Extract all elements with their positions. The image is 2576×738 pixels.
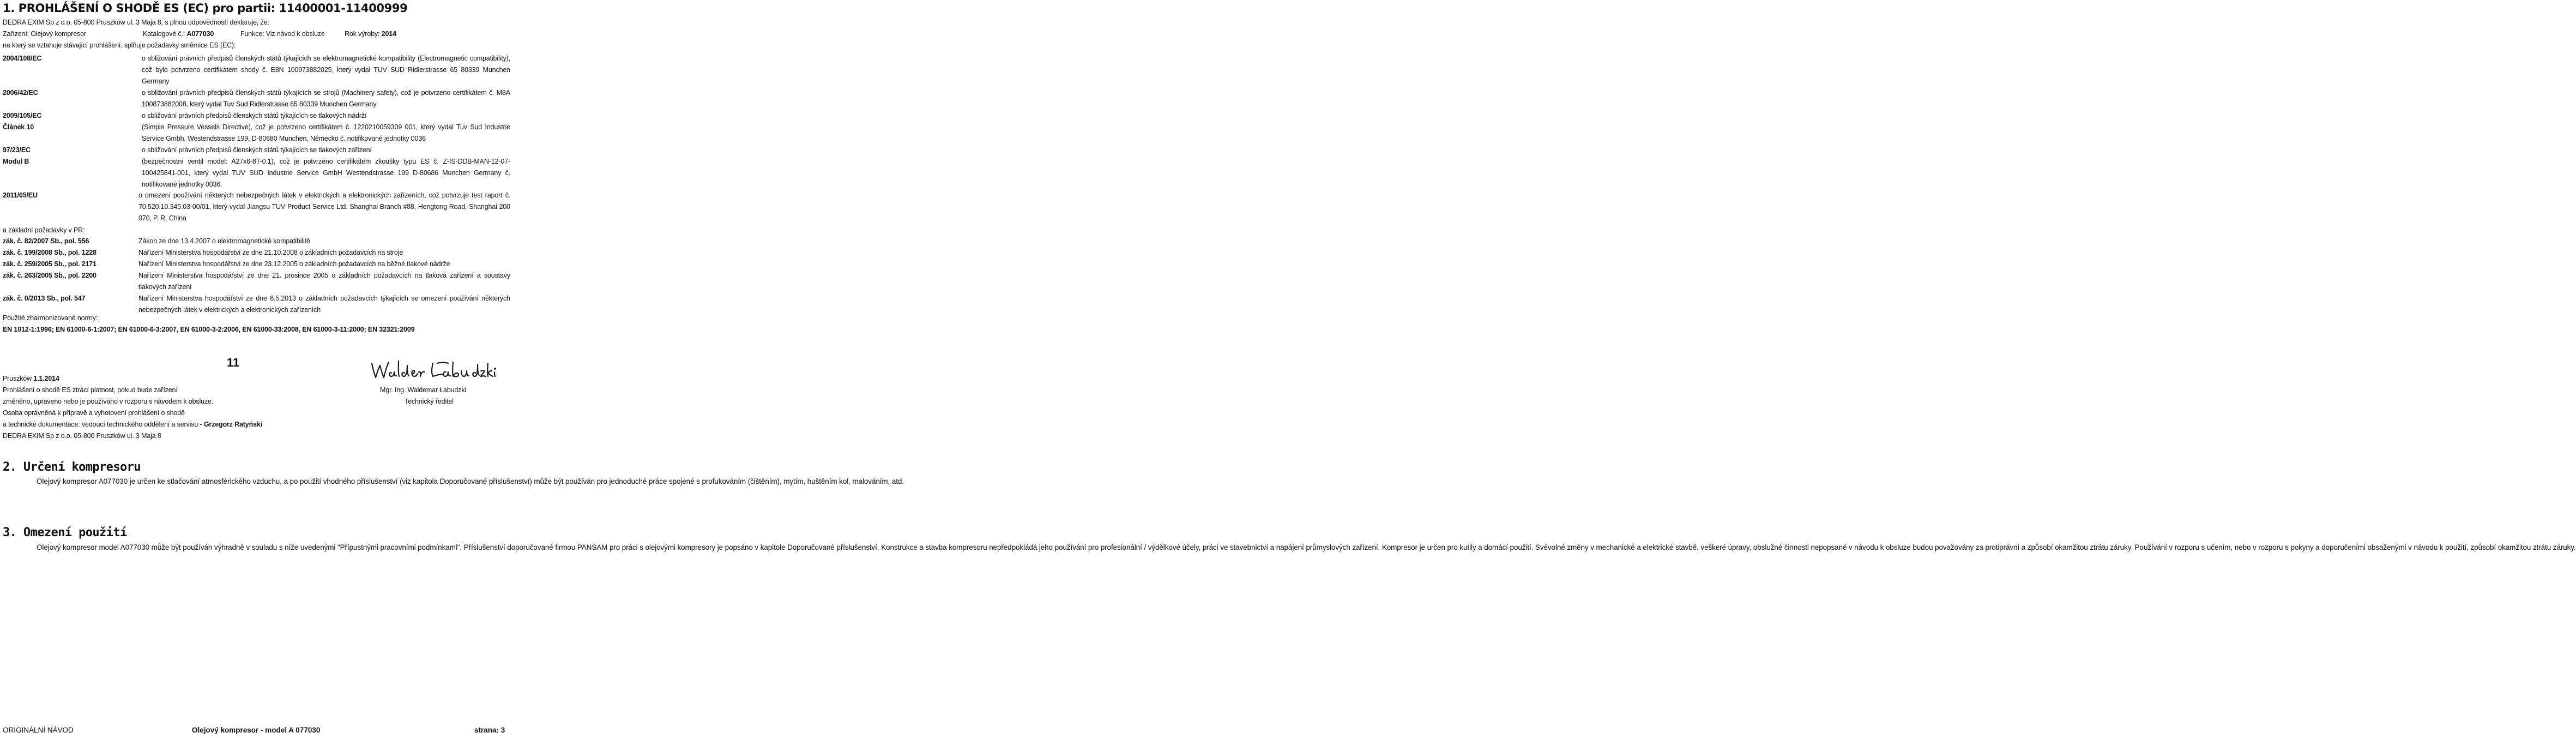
pr-law-text: Nařízení Ministerstva hospodářství ze dne 8.5.2013 o základních požadavcích týkajících se omezení používání některých nebezpečných látek v elektrických a elektronických zařízeních [138,295,510,314]
norms-label: Použité zharmonizované normy: [3,314,98,322]
declaration-title: 1. PROHLÁŠENÍ O SHODĚ ES (EC) pro partii: 11400001-11400999 [3,2,408,15]
pr-law-text: Nařízení Ministerstva hospodářství ze dne 23.12.2005 o základních požadavcích na běžné tlakové nádrže [138,260,450,268]
directive-text: o sbližování právních předpisů členských států týkajících se tlakových nádrží [142,112,367,119]
directive-text: o sbližování právních předpisů členských států týkajících se strojů (Machinery safety), což je potvrzeno certifikátem č. M8A 100873882008, který vydal Tuv Sud Ridlerstrasse 65 80339 Munchen Germany [142,89,510,108]
directive-text-detail: (bezpečnostní ventil model: A27x6-8T-0.1), což je potvrzeno certifikátem zkoušky typu ES č. Z-IS-DDB-MAN-12-07-100425841-001, který vydal TUV SUD Industrie Service GmbH Westendstrasse 199 D-80686 Munchen Germany č. notifikované jednotky 0036. [142,158,510,188]
handwritten-signature [369,356,497,384]
directive-text: o omezení používání některých nebezpečných látek v elektrických a elektronických zařízeních, což potvrzuje test raport č. 70.520.10.345.03-00/01, který vydal Jiangsu TUV Product Service Ltd. Shanghai Branch #88, Hengtong Road, Shanghai 200 070, P. R. China [138,191,510,222]
pr-law-code: zák. č. 0/2013 Sb., pol. 547 [3,295,86,302]
directive-text: o sbližování právních předpisů členských států týkajících se tlakových zařízení [142,146,372,154]
place-date: Pruszków 1.1.2014 [3,375,59,382]
authorized-person: a technické dokumentace: vedoucí technického oddělení a servisu - Grzegorz Ratyński [3,421,263,428]
directive-module: Modul B [3,158,29,165]
authorized-person-note: Osoba oprávněná k přípravě a vyhotovení prohlášení o shodě [3,409,185,417]
pr-law-code: zák. č. 199/2008 Sb., pol. 1228 [3,249,96,256]
validity-note-1: Prohlášení o shodě ES ztrácí platnost, pokud bude zařízení [3,386,178,394]
signer-title: Technický ředitel [405,398,454,405]
footer-left: ORIGINÁLNÍ NÁVOD [3,726,74,734]
directive-text: o sbližování právních předpisů členských států týkajících se elektromagnetické kompatibility (Electromagnetic compatibility), což bylo potvrzeno certifikátem shody č. E8N 100973882025, který vydal TUV SUD Ridlerstrasse 65 80339 Munchen Germany [142,55,510,85]
page-marker-number: 11 [227,356,240,369]
footer-page-number: strana: 3 [474,726,505,734]
directive-article: Článek 10 [3,123,34,131]
section-2-heading: 2. Určení kompresoru [3,460,141,474]
function-label: Funkce: Viz návod k obsluze [240,30,325,38]
directive-code: 2004/108/EC [3,55,42,62]
norms-list: EN 1012-1:1996; EN 61000-6-1:2007; EN 61000-6-3:2007, EN 61000-3-2:2006, EN 61000-33:2008, EN 61000-3-11:2000; EN 32321:2009 [3,326,415,333]
footer-center: Olejový kompresor - model A 077030 [192,726,321,734]
pr-law-code: zák. č. 259/2005 Sb., pol. 2171 [3,260,96,268]
manufacturer-line: DEDRA EXIM Sp z o.o. 05-800 Pruszków ul. 3 Maja 8, s plnou odpovědností deklaruje, že: [3,19,269,26]
pr-law-text: Nařízení Ministerstva hospodářství ze dne 21.10.2008 o základních požadavcích na stroje [138,249,403,256]
pr-law-code: zák. č. 263/2005 Sb., pol. 2200 [3,272,96,279]
year-label: Rok výroby: 2014 [345,30,396,38]
pr-requirements-intro: a základní požadavky v PR: [3,226,85,234]
directive-code: 97/23/EC [3,146,31,154]
company-address: DEDRA EXIM Sp z o.o. 05-800 Pruszków ul. 3 Maja 8 [3,432,161,440]
directive-code: 2011/65/EU [3,191,38,199]
signer-name: Mgr. Ing. Waldemar Łabudzki [380,386,467,394]
directive-code: 2006/42/EC [3,89,38,97]
pr-law-text: Zákon ze dne 13.4.2007 o elektromagnetické kompatibilitě [138,237,310,245]
section-2-text: Olejový kompresor A077030 je určen ke stlačování atmosférického vzduchu, a po použití vhodného příslušenství (viz kapitola Doporučované příslušenství) může být používán pro jednoduché práce spojené s profukováním (čištěním), mytím, huštěním kol, malováním, atd. [37,477,904,485]
device-label: Zařízení: Olejový kompresor [3,30,86,38]
pr-law-code: zák. č. 82/2007 Sb., pol. 556 [3,237,89,245]
directive-text-detail: (Simple Pressure Vessels Directive), což je potvrzeno certifikátem č. 1220210059309 001, který vydal Tuv Sud Industrie Service Gmbh, Westendstrasse 199, D-80680 Munchen, Německo č. notifikované jednotky 0036 [142,123,510,142]
section-3-heading: 3. Omezení použití [3,526,127,539]
directive-intro: na který se vztahuje stávající prohlášení, splňuje požadavky směrnice ES (EC): [3,41,236,49]
directive-code: 2009/105/EC [3,112,42,119]
section-3-text: Olejový kompresor model A077030 může být používán výhradně v souladu s níže uvedenými "Přípustnými pracovními podmínkami". Příslušenství doporučované firmou PANSAM pro práci s olejovými kompresory je popsáno v kapitole Doporučované příslušenství. Konstrukce a stavba kompresoru nepředpokládá jeho používání pro profesionální / výdělkové účely, práci ve stavebnictví a napájení průmyslových zařízení. Kompresor je určen pro kutily a domácí použití. Svévolné změny v mechanické a elektrické stavbě, veškeré úpravy, obslužné činnosti nepopsané v návodu k obsluze budou považovány za protiprávní a způsobí okamžitou ztrátu záruky. Používání v rozporu s učením, nebo v rozporu s pokyny a doporučeními obsaženými v návodu k použití, způsobí okamžitou ztrátu záruky. [37,543,2576,551]
validity-note-2: změněno, upraveno nebo je používáno v rozporu s návodem k obsluze. [3,398,214,405]
catalog-number: Katalogové č.: A077030 [143,30,214,38]
pr-law-text: Nařízení Ministerstva hospodářství ze dne 21. prosince 2005 o základních požadavcích na tlaková zařízení a soustavy tlakových zařízení [138,272,510,291]
